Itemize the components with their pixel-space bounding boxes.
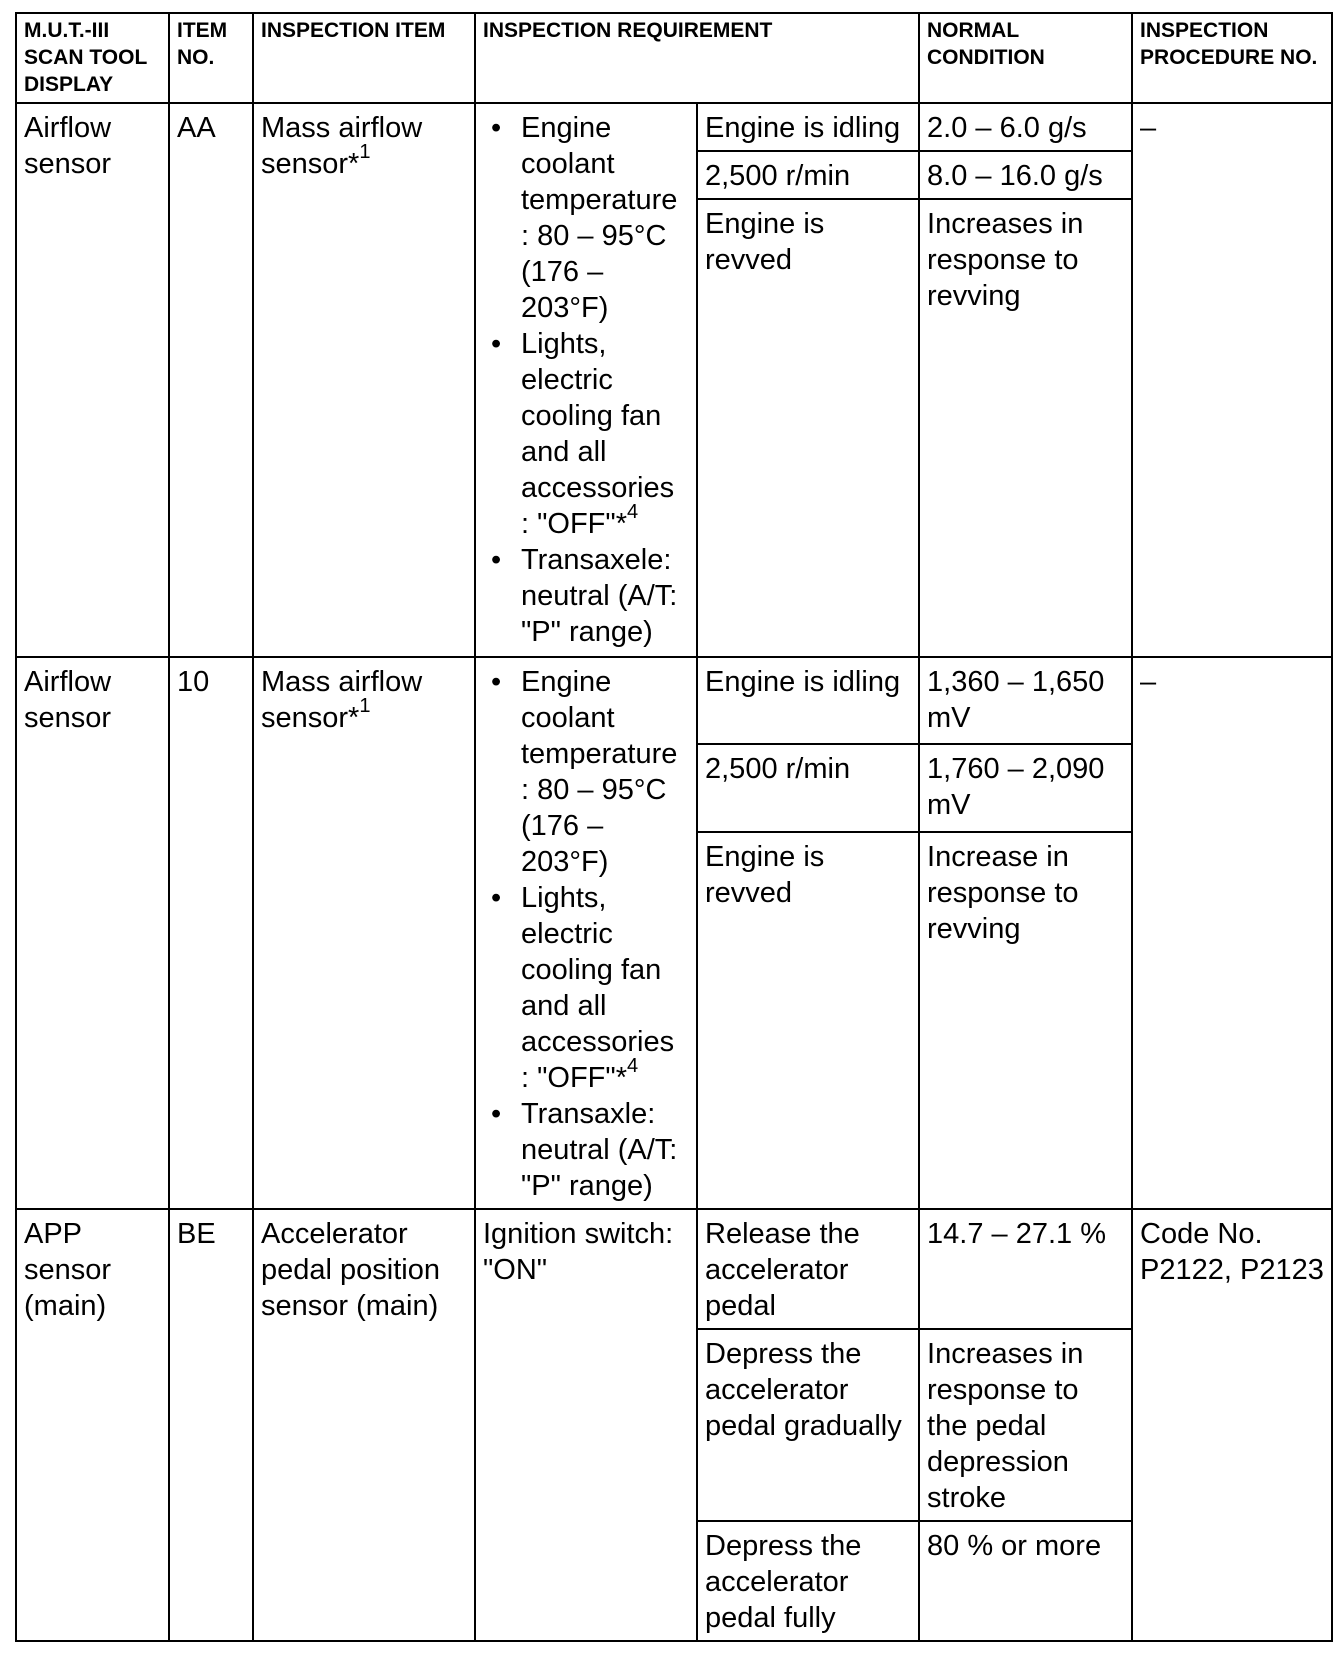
- table-row: [16, 657, 1332, 744]
- condition-text: Lights, electric cooling fan and all accessories : "OFF"*: [521, 328, 675, 540]
- condition-cell: [475, 657, 697, 1209]
- header-display: M.U.T.-III SCAN TOOL DISPLAY: [16, 13, 169, 103]
- condition-text: Transaxele: neutral (A/T: "P" range): [521, 544, 678, 648]
- header-row: [16, 13, 1332, 103]
- table-row: [16, 1209, 1332, 1329]
- header-normal-condition: NORMAL CONDITION: [919, 13, 1132, 103]
- inspection-table: [15, 12, 1333, 1642]
- sub-requirement-cell: Release the accelerator pedal: [697, 1209, 919, 1329]
- normal-condition-cell: 8.0 – 16.0 g/s: [919, 151, 1132, 199]
- sub-requirement-cell: Engine is revved: [697, 832, 919, 1209]
- footnote-mark: 1: [359, 141, 371, 164]
- header-item-no: ITEM NO.: [169, 13, 253, 103]
- list-item: [521, 110, 690, 326]
- list-item: [521, 1096, 690, 1204]
- list-item: [521, 880, 690, 1096]
- table-row: [16, 103, 1332, 151]
- sub-requirement-cell: Engine is revved: [697, 199, 919, 657]
- item-no-cell: 10: [169, 657, 253, 1209]
- display-cell: Airflow sensor: [16, 103, 169, 657]
- sub-requirement-cell: 2,500 r/min: [697, 744, 919, 831]
- sub-requirement-cell: Depress the accelerator pedal fully: [697, 1521, 919, 1641]
- sub-requirement-cell: Depress the accelerator pedal gradually: [697, 1329, 919, 1521]
- inspection-item-text: Mass airflow sensor*: [261, 666, 423, 734]
- normal-condition-cell: Increase in response to revving: [919, 832, 1132, 1209]
- normal-condition-cell: Increases in response to the pedal depression stroke: [919, 1329, 1132, 1521]
- header-inspection-item: INSPECTION ITEM: [253, 13, 475, 103]
- normal-condition-cell: 1,360 – 1,650 mV: [919, 657, 1132, 744]
- condition-list: [483, 110, 690, 650]
- procedure-cell: –: [1132, 657, 1332, 1209]
- list-item: [521, 542, 690, 650]
- inspection-item-cell: [253, 103, 475, 657]
- normal-condition-cell: 80 % or more: [919, 1521, 1132, 1641]
- display-cell: Airflow sensor: [16, 657, 169, 1209]
- item-no-cell: BE: [169, 1209, 253, 1641]
- condition-text: Engine coolant temperature : 80 – 95°C (176 – 203°F): [521, 112, 678, 324]
- display-cell: APP sensor (main): [16, 1209, 169, 1641]
- condition-text: Engine coolant temperature : 80 – 95°C (176 – 203°F): [521, 666, 678, 878]
- inspection-item-cell: [253, 657, 475, 1209]
- sub-requirement-cell: 2,500 r/min: [697, 151, 919, 199]
- inspection-sheet: [15, 12, 1333, 1642]
- footnote-mark: 1: [359, 695, 371, 718]
- condition-text: Transaxle: neutral (A/T: "P" range): [521, 1098, 678, 1202]
- condition-cell: [475, 103, 697, 657]
- sub-requirement-cell: Engine is idling: [697, 103, 919, 151]
- sub-requirement-cell: Engine is idling: [697, 657, 919, 744]
- inspection-item-cell: Accelerator pedal position sensor (main): [253, 1209, 475, 1641]
- list-item: [521, 664, 690, 880]
- normal-condition-cell: 2.0 – 6.0 g/s: [919, 103, 1132, 151]
- normal-condition-cell: 1,760 – 2,090 mV: [919, 744, 1132, 831]
- list-item: [521, 326, 690, 542]
- normal-condition-cell: 14.7 – 27.1 %: [919, 1209, 1132, 1329]
- procedure-cell: Code No. P2122, P2123: [1132, 1209, 1332, 1641]
- footnote-mark: 4: [626, 1055, 639, 1078]
- footnote-mark: 4: [626, 501, 639, 524]
- condition-cell: Ignition switch: "ON": [475, 1209, 697, 1641]
- condition-list: [483, 664, 690, 1204]
- normal-condition-cell: Increases in response to revving: [919, 199, 1132, 657]
- header-procedure-no: INSPECTION PROCEDURE NO.: [1132, 13, 1332, 103]
- procedure-cell: –: [1132, 103, 1332, 657]
- item-no-cell: AA: [169, 103, 253, 657]
- condition-text: Lights, electric cooling fan and all accessories : "OFF"*: [521, 882, 675, 1094]
- header-requirement: INSPECTION REQUIREMENT: [475, 13, 919, 103]
- inspection-item-text: Mass airflow sensor*: [261, 112, 423, 180]
